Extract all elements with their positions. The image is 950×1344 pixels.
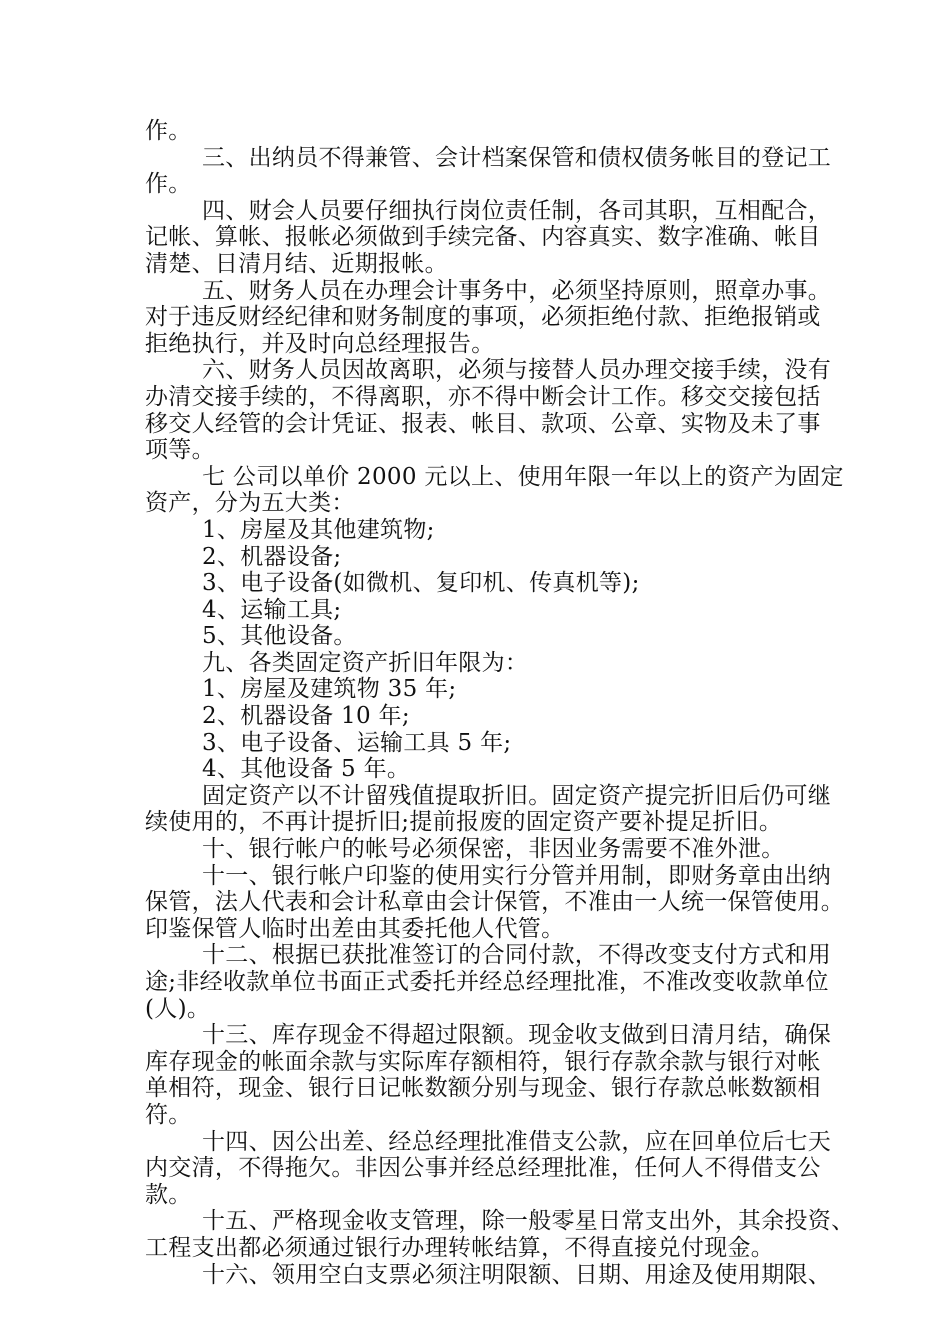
text-line: 4、运输工具; [202, 596, 342, 623]
text-line: 4、其他设备 5 年。 [202, 756, 411, 783]
text-line: 记帐、算帐、报帐必须做到手续完备、内容真实、数字准确、帐目 [145, 224, 821, 251]
text-line: 作。 [145, 118, 192, 144]
text-line: 续使用的，不再计提折旧;提前报废的固定资产要补提足折旧。 [145, 809, 783, 836]
text-line: 十三、库存现金不得超过限额。现金收支做到日清月结，确保 [202, 1022, 832, 1049]
text-line: 2、机器设备 10 年; [202, 703, 410, 730]
text-line: 资产，分为五大类： [145, 490, 355, 517]
text-line: 办清交接手续的，不得离职，亦不得中断会计工作。移交交接包括 [145, 383, 821, 410]
text-line: 内交清，不得拖欠。非因公事并经总经理批准，任何人不得借支公 [145, 1155, 821, 1182]
text-line: 五、财务人员在办理会计事务中，必须坚持原则，照章办事。 [202, 277, 832, 304]
text-line: 项等。 [145, 437, 215, 464]
text-line: 3、电子设备、运输工具 5 年; [202, 729, 512, 756]
text-line: 2、机器设备; [202, 543, 342, 570]
text-line: 1、房屋及建筑物 35 年; [202, 676, 457, 703]
text-line: 十五、严格现金收支管理，除一般零星日常支出外，其余投资、 [202, 1208, 855, 1235]
text-line: 十二、根据已获批准签订的合同付款，不得改变支付方式和用 [202, 942, 832, 969]
text-line: 工程支出都必须通过银行办理转帐结算，不得直接兑付现金。 [145, 1234, 775, 1261]
text-line: 固定资产以不计留残值提取折旧。固定资产提完折旧后仍可继 [202, 782, 832, 809]
text-line: 符。 [145, 1101, 192, 1128]
text-line: 七 公司以单价 2000 元以上、使用年限一年以上的资产为固定 [202, 463, 844, 490]
text-line: 六、财务人员因故离职，必须与接替人员办理交接手续，没有 [202, 357, 832, 384]
text-line: 印鉴保管人临时出差由其委托他人代管。 [145, 915, 565, 942]
text-line: 十四、因公出差、经总经理批准借支公款，应在回单位后七天 [202, 1128, 832, 1155]
text-line: 移交人经管的会计凭证、报表、帐目、款项、公章、实物及未了事 [145, 410, 821, 437]
text-line: 十一、银行帐户印鉴的使用实行分管并用制，即财务章由出纳 [202, 862, 832, 889]
text-line: (人)。 [145, 995, 211, 1022]
text-line: 途;非经收款单位书面正式委托并经总经理批准，不准改变收款单位 [145, 969, 829, 995]
text-line: 十、银行帐户的帐号必须保密，非因业务需要不准外泄。 [202, 836, 785, 863]
text-line: 拒绝执行，并及时向总经理报告。 [145, 330, 495, 357]
text-line: 十六、领用空白支票必须注明限额、日期、用途及使用期限、 [202, 1261, 832, 1288]
text-line: 3、电子设备(如微机、复印机、传真机等); [202, 570, 640, 597]
text-line: 作。 [145, 171, 192, 198]
text-line: 保管，法人代表和会计私章由会计保管，不准由一人统一保管使用。 [145, 889, 844, 916]
text-line: 5、其他设备。 [202, 623, 357, 650]
text-line: 清楚、日清月结、近期报帐。 [145, 250, 448, 277]
document-page [145, 118, 855, 1288]
text-line: 1、房屋及其他建筑物; [202, 516, 435, 543]
text-line: 款。 [145, 1181, 192, 1208]
text-line: 四、财会人员要仔细执行岗位责任制，各司其职，互相配合， [202, 197, 832, 224]
text-line: 对于违反财经纪律和财务制度的事项，必须拒绝付款、拒绝报销或 [145, 304, 821, 331]
text-line: 库存现金的帐面余款与实际库存额相符，银行存款余款与银行对帐 [145, 1048, 821, 1075]
text-line: 九、各类固定资产折旧年限为： [202, 649, 529, 676]
text-line: 单相符，现金、银行日记帐数额分别与现金、银行存款总帐数额相 [145, 1075, 821, 1102]
text-line: 三、出纳员不得兼管、会计档案保管和债权债务帐目的登记工 [202, 144, 832, 171]
